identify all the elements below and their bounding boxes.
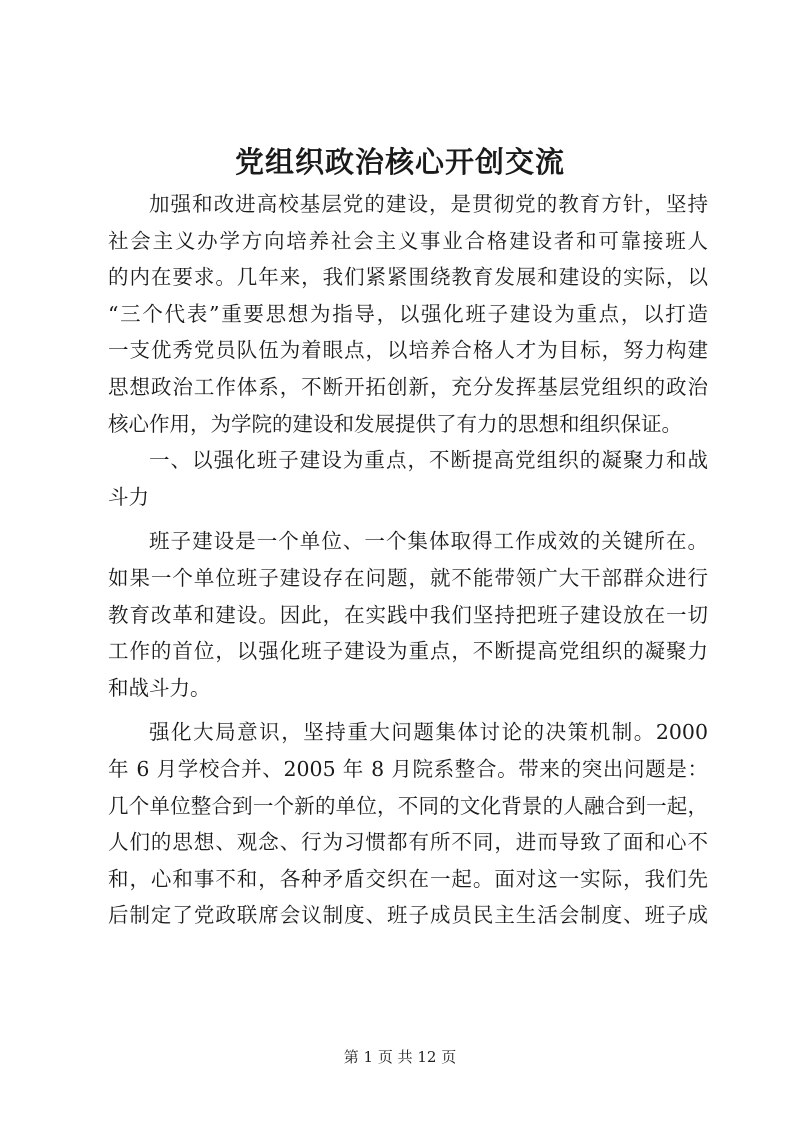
text-line: 年 6 月学校合并、2005 年 8 月院系整合。带来的突出问题是： xyxy=(108,756,708,781)
text-line: 班子建设是一个单位、一个集体取得工作成效的关键所在。 xyxy=(149,529,708,554)
text-line: 社会主义办学方向培养社会主义事业合格建设者和可靠接班人 xyxy=(108,228,708,253)
text-line: 强化大局意识，坚持重大问题集体讨论的决策机制。2000 xyxy=(149,720,708,745)
section-heading xyxy=(108,442,708,515)
paragraph-gap xyxy=(108,515,708,523)
paragraph-team-building xyxy=(108,523,708,706)
text-line: “三个代表”重要思想为指导，以强化班子建设为重点，以打造 xyxy=(108,301,708,326)
paragraph-gap xyxy=(108,706,708,714)
text-line: 一、以强化班子建设为重点，不断提高党组织的凝聚力和战 xyxy=(149,448,708,473)
text-line: 和战斗力。 xyxy=(108,675,211,700)
text-line: 的内在要求。几年来，我们紧紧围绕教育发展和建设的实际，以 xyxy=(108,265,708,290)
document-body xyxy=(108,186,708,934)
text-line: 一支优秀党员队伍为着眼点，以培养合格人才为目标，努力构建 xyxy=(108,338,708,363)
text-line: 和，心和事不和，各种矛盾交织在一起。面对这一实际，我们先 xyxy=(108,866,708,891)
text-line: 思想政治工作体系，不断开拓创新，充分发挥基层党组织的政治 xyxy=(108,374,708,399)
text-line: 教育改革和建设。因此，在实践中我们坚持把班子建设放在一切 xyxy=(108,602,708,627)
paragraph-intro xyxy=(108,186,708,442)
paragraph-overall-awareness xyxy=(108,714,708,934)
text-line: 工作的首位，以强化班子建设为重点，不断提高党组织的凝聚力 xyxy=(108,639,708,664)
text-line: 人们的思想、观念、行为习惯都有所不同，进而导致了面和心不 xyxy=(108,830,708,855)
page-number: 第 1 页 共 12 页 xyxy=(343,1048,457,1066)
text-line: 如果一个单位班子建设存在问题，就不能带领广大干部群众进行 xyxy=(108,565,708,590)
text-line: 加强和改进高校基层党的建设，是贯彻党的教育方针，坚持 xyxy=(149,192,708,216)
text-line: 几个单位整合到一个新的单位，不同的文化背景的人融合到一起， xyxy=(108,793,708,818)
document-title: 党组织政治核心开创交流 xyxy=(234,145,565,179)
text-line: 核心作用，为学院的建设和发展提供了有力的思想和组织保证。 xyxy=(108,411,682,436)
text-line: 斗力 xyxy=(108,484,149,509)
text-line: 后制定了党政联席会议制度、班子成员民主生活会制度、班子成 xyxy=(108,903,708,928)
